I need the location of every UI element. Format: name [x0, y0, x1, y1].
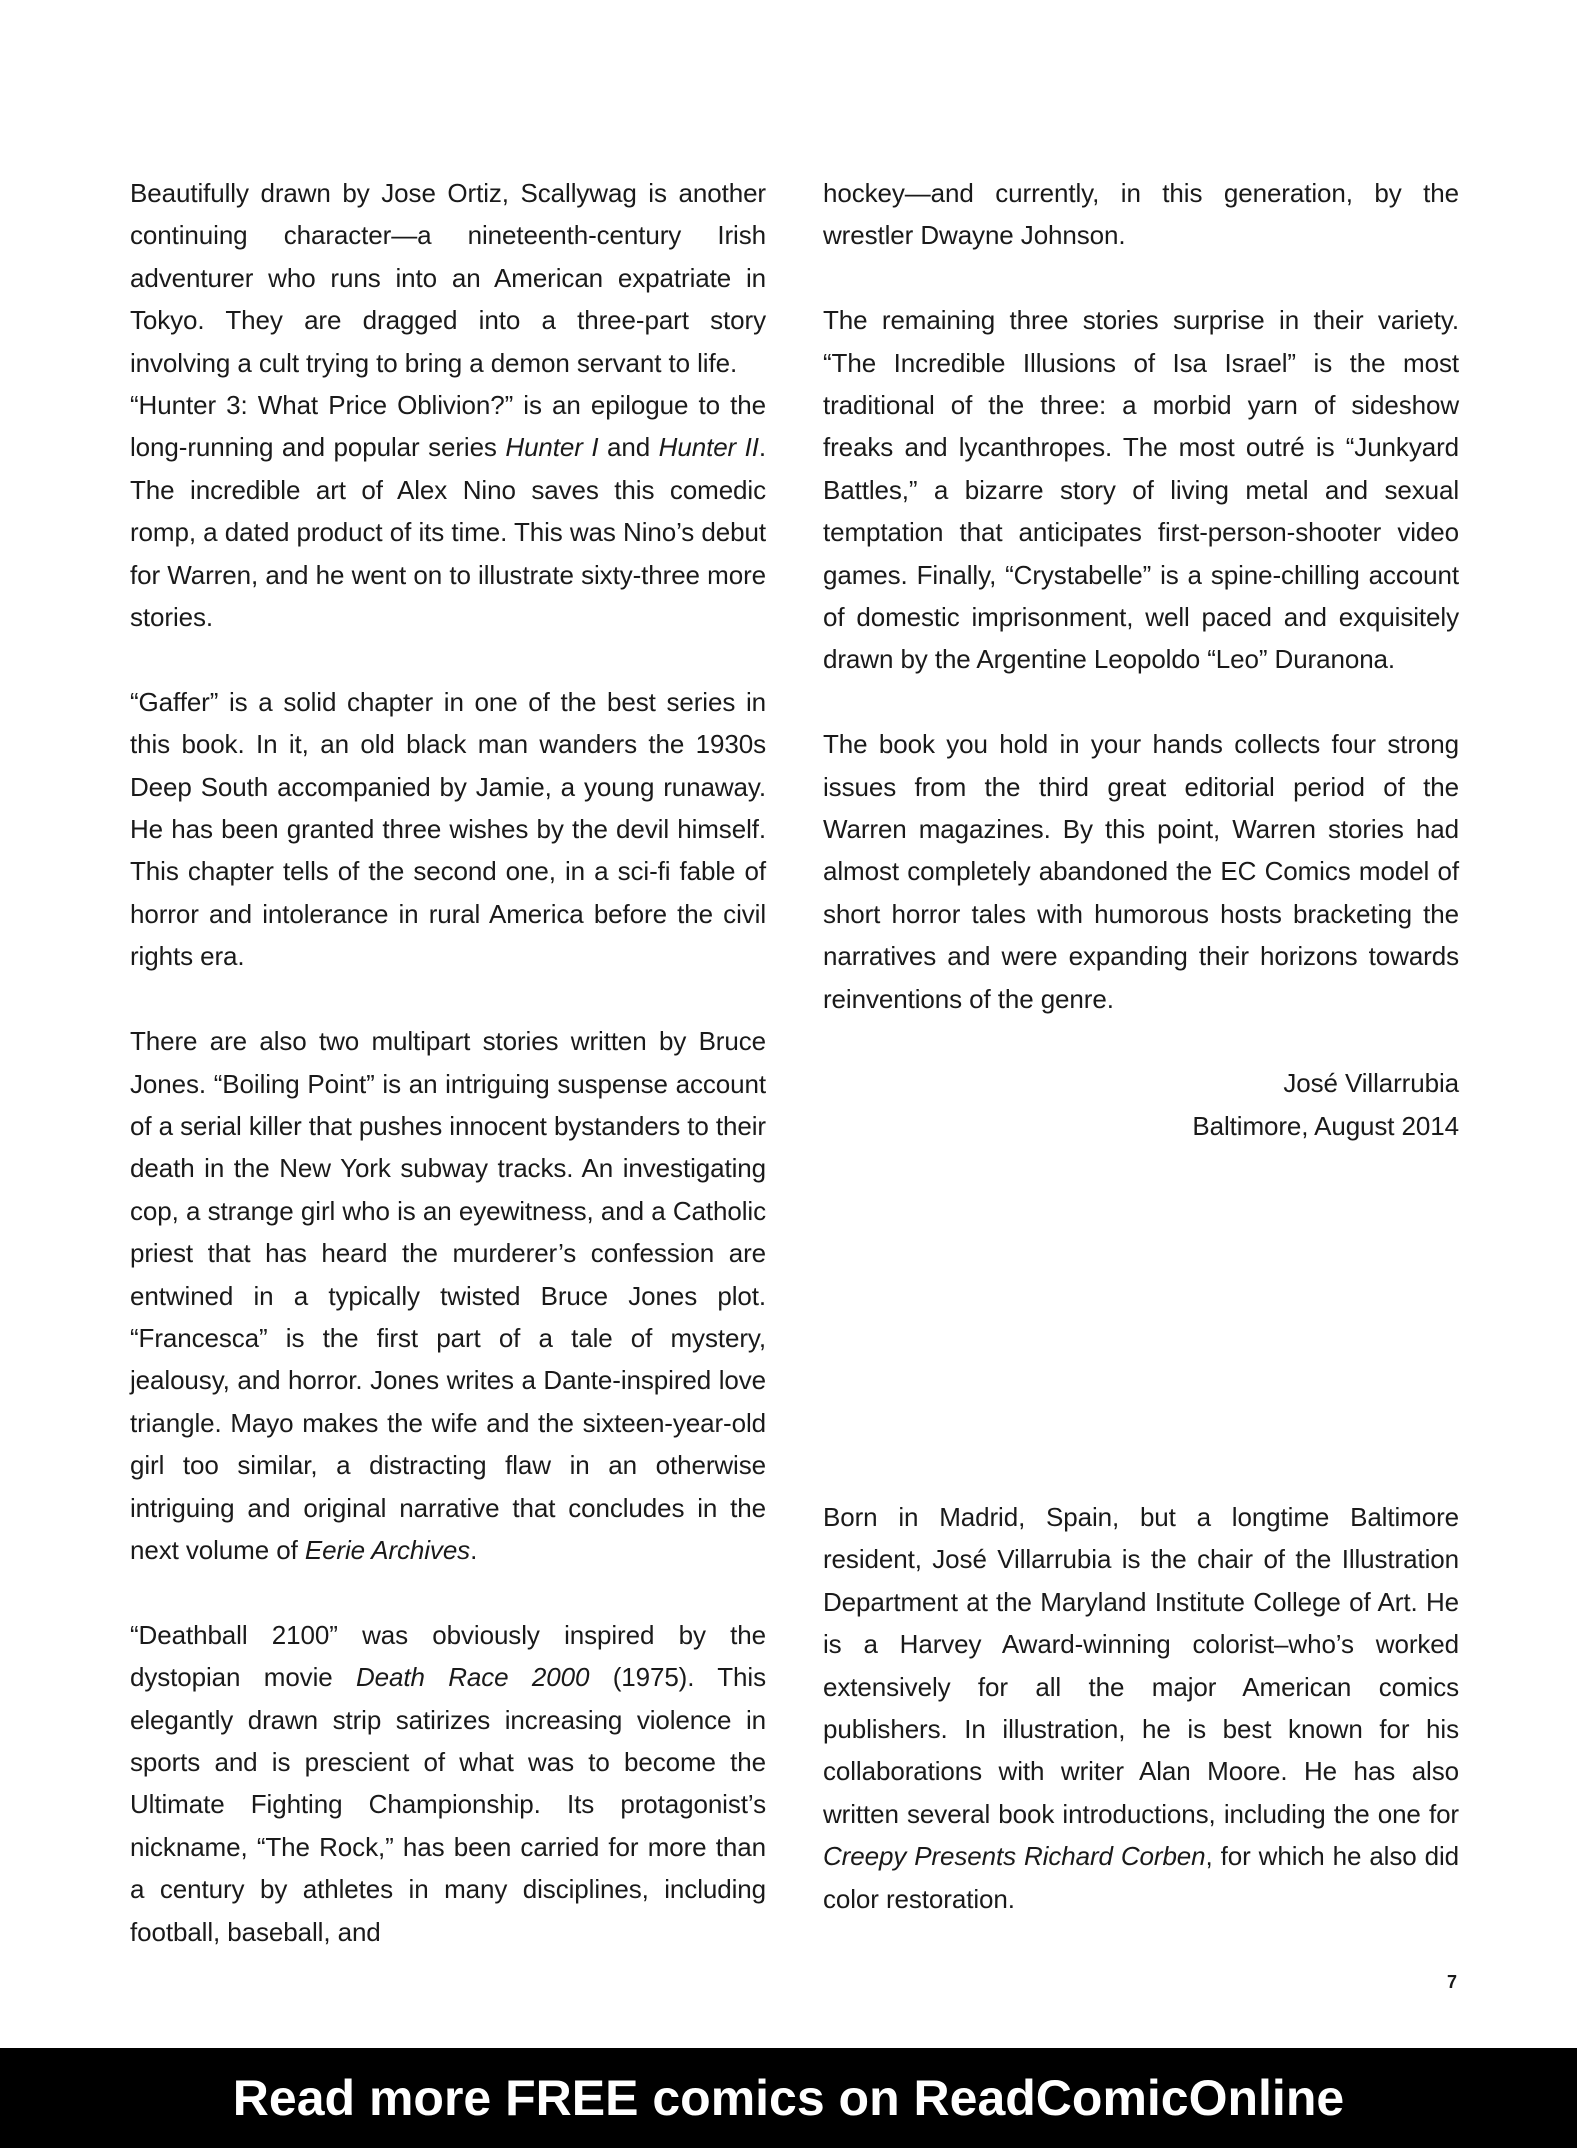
paragraph-hockey: hockey—and currently, in this generation, by the wrestler Dwayne Johnson.: [823, 178, 1459, 251]
right-column: [823, 172, 1459, 1922]
paragraph-book-summary: The book you hold in your hands collects four strong issues from the third great editorial period of the Warren magazines. By this point, Warren stories had almost completely abandoned the EC Comics model of short horror tales with humorous hosts bracketing the narratives and were expanding their horizons towards reinventions of the genre.: [823, 729, 1459, 1014]
text-span: and: [598, 432, 659, 463]
left-column: [130, 172, 766, 1953]
paragraph-hunter: [130, 384, 766, 638]
text-span: (1975). This elegantly drawn strip satirizes increasing violence in sports and is prescient of what was to become the Ultimate Fighting Championship. Its protagonist’s nickname, “The Rock,” has been carried for more than a century by athletes in many disciplines, including football, baseball, and: [130, 1662, 766, 1947]
text-span: “Deathball 2100” was obviously inspired by the dystopian movie: [130, 1619, 766, 1693]
paragraph-deathball: [130, 1614, 766, 1953]
page-number: 7: [1446, 1972, 1457, 1992]
italic-title: Hunter II: [658, 432, 759, 463]
italic-title: Eerie Archives: [304, 1534, 471, 1565]
signature-name: José Villarrubia: [1283, 1068, 1459, 1099]
signature-block: [823, 1062, 1459, 1147]
italic-title: Hunter I: [505, 432, 599, 463]
text-span: There are also two multipart stories written by Bruce Jones. “Boiling Point” is an intriguing suspense account of a serial killer that pushes innocent bystanders to their death in the New York subway tracks. An investigating cop, a strange girl who is an eyewitness, and a Catholic priest that has heard the murderer’s confession are entwined in a typically twisted Bruce Jones plot. “Francesca” is the first part of a tale of mystery, jealousy, and horror. Jones writes a Dante-inspired love triangle. Mayo makes the wife and the sixteen-year-old girl too similar, a distracting flaw in an otherwise intriguing and original narrative that concludes in the next volume of: [130, 1026, 766, 1565]
promo-banner-text[interactable]: Read more FREE comics on ReadComicOnline: [232, 2070, 1345, 2126]
text-span: “Hunter 3: What Price Oblivion?” is an epilogue to the long-running and popular series: [130, 390, 766, 463]
paragraph-remaining-stories: The remaining three stories surprise in their variety. “The Incredible Illusions of Isa Israel” is the most traditional of the three: a morbid yarn of sideshow freaks and lycanthropes. The most outré is “Junkyard Battles,” a bizarre story of living metal and sexual temptation that anticipates first-person-shooter video games. Finally, “Crystabelle” is a spine-chilling account of domestic imprisonment, well paced and exquisitely drawn by the Argentine Leopoldo “Leo” Duranona.: [823, 305, 1459, 675]
promo-banner[interactable]: [0, 2048, 1577, 2148]
text-span: . The incredible art of Alex Nino saves this comedic romp, a dated product of its time. This was Nino’s debut for Warren, and he went on to illustrate sixty-three more stories.: [130, 432, 767, 633]
italic-title: Death Race 2000: [355, 1662, 590, 1693]
paragraph-bruce-jones: [130, 1020, 766, 1571]
text-span: .: [470, 1534, 478, 1565]
paragraph-gaffer: “Gaffer” is a solid chapter in one of the best series in this book. In it, an old black man wanders the 1930s Deep South accompanied by Jamie, a young runaway. He has been granted three wishes by the devil himself. This chapter tells of the second one, in a sci-fi fable of horror and intolerance in rural America before the civil rights era.: [130, 686, 766, 972]
italic-title: Creepy Presents Richard Corben: [823, 1841, 1206, 1872]
paragraph-scallywag: Beautifully drawn by Jose Ortiz, Scallywag is another continuing character—a nineteenth-century Irish adventurer who runs into an American expatriate in Tokyo. They are dragged into a three-part story involving a cult trying to bring a demon servant to life.: [130, 178, 766, 378]
text-span: Born in Madrid, Spain, but a longtime Baltimore resident, José Villarrubia is the chair of the Illustration Department at the Maryland Institute College of Art. He is a Harvey Award-winning colorist–who’s worked extensively for all the major American comics publishers. In illustration, he is best known for his collaborations with writer Alan Moore. He has also written several book introductions, including the one for: [823, 1502, 1459, 1829]
signature-place-date: Baltimore, August 2014: [1192, 1110, 1459, 1141]
text-span: , for which he also did color restoration.: [823, 1841, 1459, 1914]
author-bio: [823, 1496, 1459, 1920]
